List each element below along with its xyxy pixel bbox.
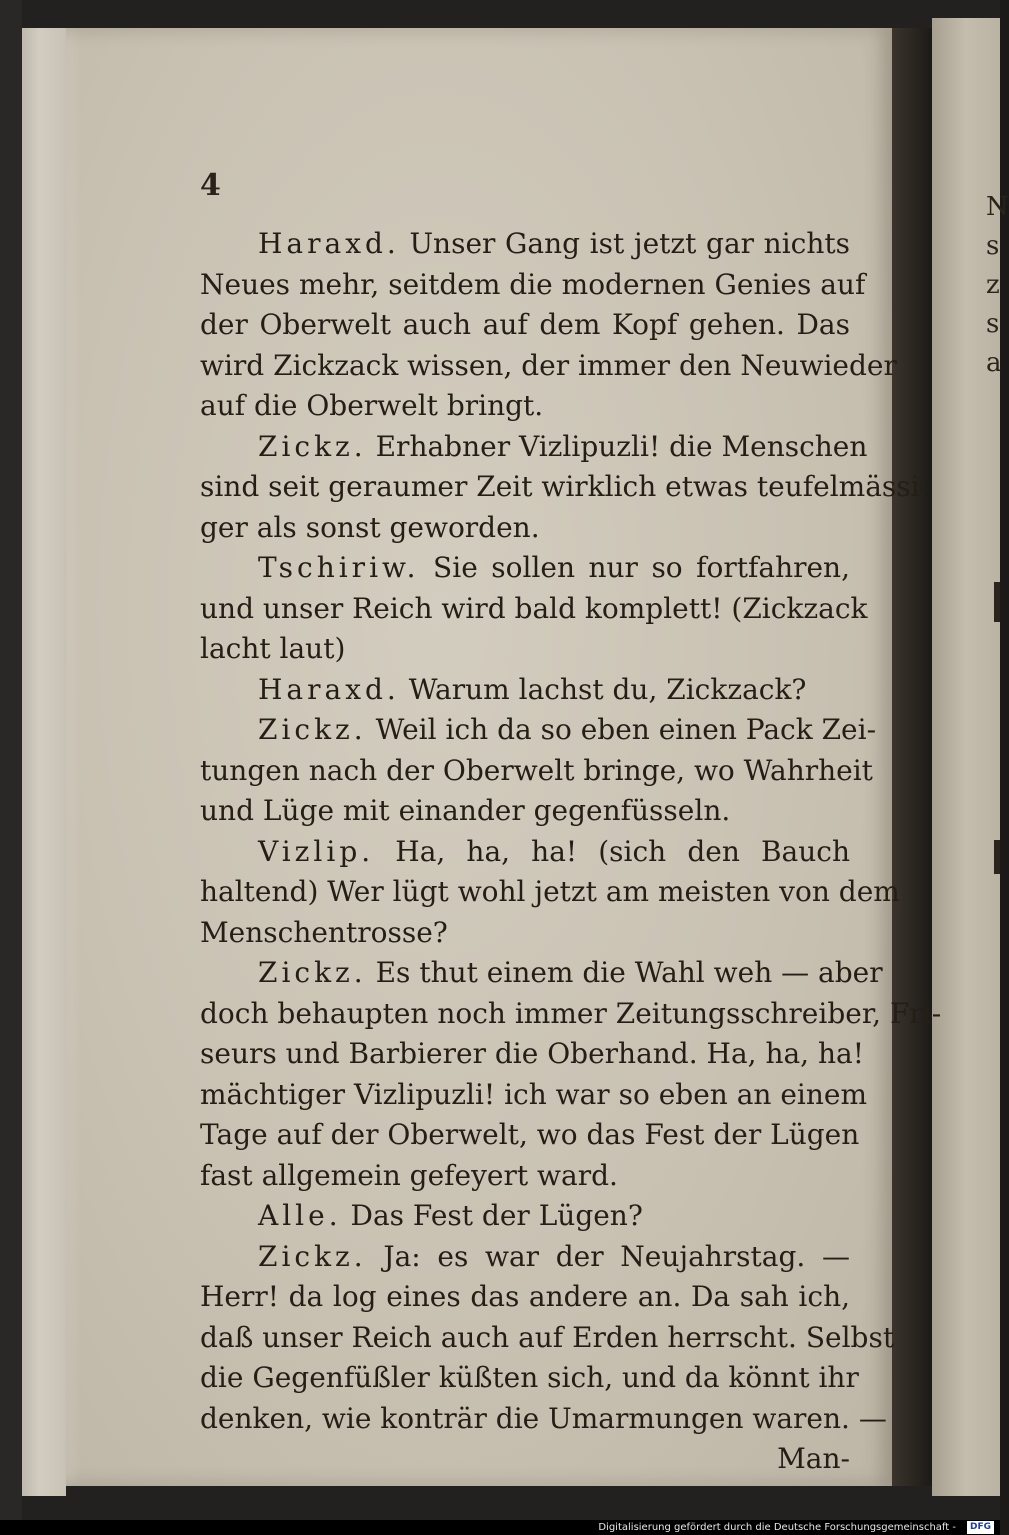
text-line <box>200 751 873 792</box>
speaker-name: Zickz. <box>258 1239 367 1273</box>
line-text: die Gegenfüßler küßten sich, und da könnt ihr <box>200 1361 859 1394</box>
page-text <box>200 224 942 1480</box>
line-text: mächtiger Vizlipuzli! ich war so eben an einem <box>200 1077 868 1111</box>
line-text: Neues mehr, seitdem die modernen Genies auf <box>200 267 866 301</box>
text-line <box>200 872 900 913</box>
text-line <box>200 710 877 751</box>
facing-page-fragment: s <box>986 231 1000 261</box>
line-text: Es thut einem die Wahl weh — aber <box>366 956 883 989</box>
speaker-name: Tschiriw. <box>258 551 420 584</box>
text-line <box>200 305 850 346</box>
line-text: Sie sollen nur so fortfahren, <box>419 551 850 584</box>
line-text: der Oberwelt auch auf dem Kopf gehen. Das <box>200 308 850 341</box>
text-line <box>200 1399 887 1440</box>
line-text: Weil ich da so eben einen Pack Zei- <box>366 713 877 746</box>
facing-page-fragment: a <box>986 348 1002 378</box>
text-line <box>200 386 850 427</box>
catchword: Man- <box>777 1442 850 1475</box>
text-line <box>200 508 850 549</box>
line-text: Warum lachst du, Zickzack? <box>399 672 807 706</box>
line-text: Ja: es war der Neujahrstag. — <box>366 1239 850 1273</box>
line-text: fast allgemein gefeyert ward. <box>200 1158 618 1192</box>
line-text: doch behaupten noch immer Zeitungsschreiber, Fri- <box>200 996 942 1030</box>
line-text: denken, wie konträr die Umarmungen waren. — <box>200 1401 887 1435</box>
line-text: Tage auf der Oberwelt, wo das Fest der Lügen <box>200 1118 860 1151</box>
footer-credit: Digitalisierung gefördert durch die Deutsche Forschungsgemeinschaft - <box>598 1522 956 1533</box>
scan-left-margin <box>0 0 22 1535</box>
line-text: ger als sonst geworden. <box>200 510 540 544</box>
line-text: Ha, ha, ha! (sich den Bauch <box>374 834 850 868</box>
speaker-name: Zickz. <box>258 956 367 989</box>
facing-page-fragment: N <box>986 192 1009 222</box>
speaker-name: Zickz. <box>258 713 367 746</box>
text-line <box>200 467 930 508</box>
line-text: Das Fest der Lügen? <box>341 1199 643 1232</box>
text-line <box>200 265 866 306</box>
facing-page-text <box>986 188 1009 383</box>
speaker-name: Zickz. <box>258 429 367 463</box>
text-line <box>200 427 868 468</box>
text-line <box>200 1115 860 1156</box>
book-page-edges <box>22 28 66 1496</box>
text-line <box>200 346 897 387</box>
text-line <box>200 1358 859 1399</box>
line-text: Erhabner Vizlipuzli! die Menschen <box>366 429 868 463</box>
line-text: lacht laut) <box>200 632 346 665</box>
facing-page-mark <box>994 840 1000 874</box>
speaker-name: Haraxd. <box>258 227 400 260</box>
line-text: seurs und Barbierer die Oberhand. Ha, ha, ha! <box>200 1037 864 1070</box>
line-text: sind seit geraumer Zeit wirklich etwas teufelmässi- <box>200 470 930 503</box>
line-text: auf die Oberwelt bringt. <box>200 389 544 422</box>
text-line <box>200 1075 868 1116</box>
line-text: Herr! da log eines das andere an. Da sah ich, <box>200 1280 850 1313</box>
line-text: Unser Gang ist jetzt gar nichts <box>399 227 850 260</box>
line-text: daß unser Reich auch auf Erden herrscht. Selbst <box>200 1320 895 1354</box>
facing-page-fragment: z <box>986 270 1000 300</box>
text-line <box>200 791 850 832</box>
text-line <box>200 1196 850 1237</box>
line-text: haltend) Wer lügt wohl jetzt am meisten von dem <box>200 875 900 908</box>
text-line <box>200 832 850 873</box>
line-text: Menschentrosse? <box>200 915 448 949</box>
text-line <box>200 1156 850 1197</box>
text-line <box>200 629 850 670</box>
page-number: 4 <box>200 168 221 203</box>
text-line <box>200 548 850 589</box>
text-line <box>200 994 942 1035</box>
text-line <box>200 1237 850 1278</box>
facing-page-fragment: s <box>986 309 1000 339</box>
text-line <box>200 913 850 954</box>
book-gutter <box>892 28 932 1486</box>
line-text: und Lüge mit einander gegenfüsseln. <box>200 794 731 827</box>
text-line <box>200 1277 850 1318</box>
text-line <box>200 953 883 994</box>
line-text: wird Zickzack wissen, der immer den Neuwieder <box>200 348 897 382</box>
speaker-name: Vizlip. <box>258 834 375 868</box>
text-line <box>200 1034 864 1075</box>
dfg-logo: DFG <box>967 1521 994 1534</box>
speaker-name: Alle. <box>258 1199 342 1232</box>
facing-page-mark <box>994 582 1000 622</box>
speaker-name: Haraxd. <box>258 672 400 706</box>
text-line <box>200 1318 895 1359</box>
line-text: und unser Reich wird bald komplett! (Zickzack <box>200 591 868 625</box>
text-line <box>200 224 850 265</box>
text-line <box>200 589 868 630</box>
line-text: tungen nach der Oberwelt bringe, wo Wahrheit <box>200 753 873 787</box>
text-line <box>200 670 850 711</box>
